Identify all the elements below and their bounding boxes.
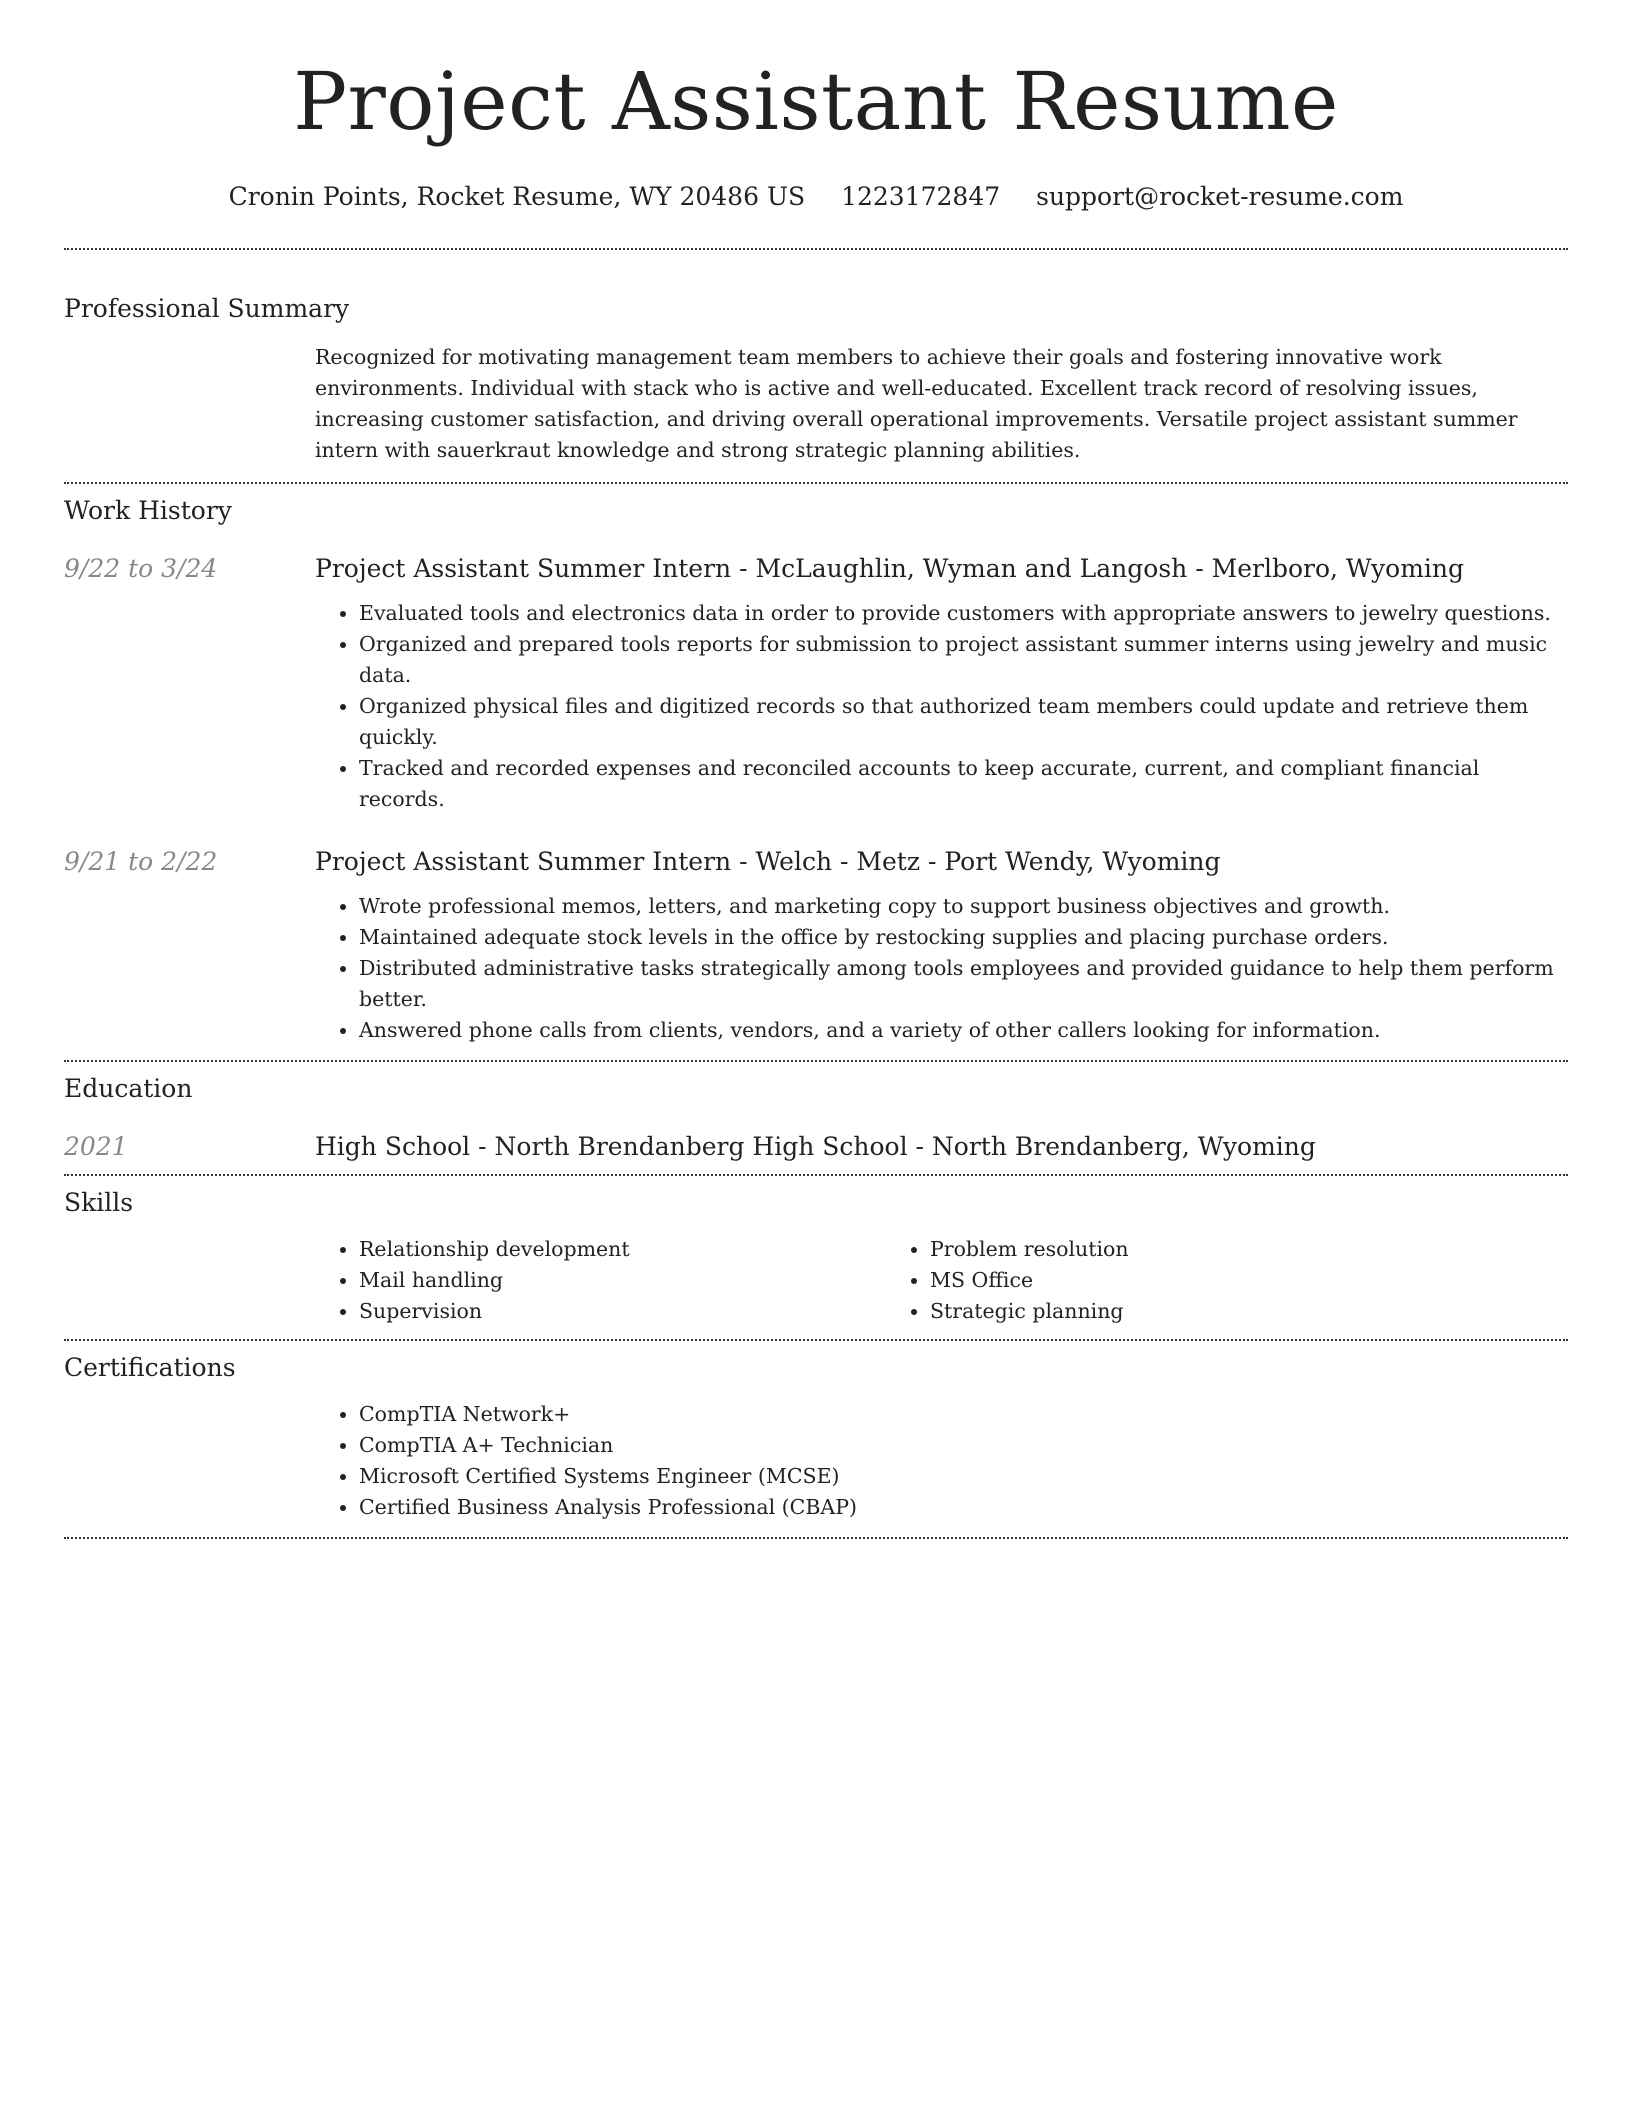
divider xyxy=(64,1537,1568,1539)
contact-phone: 1223172847 xyxy=(841,182,1001,211)
work-history-section xyxy=(64,484,1568,1060)
job-bullet: • Tracked and recorded expenses and reconciled accounts to keep accurate, current, and compliant financial records. xyxy=(359,753,1568,815)
job-bullet: • Answered phone calls from clients, vendors, and a variety of other callers looking for information. xyxy=(359,1015,1568,1046)
job-bullet: • Organized physical files and digitized records so that authorized team members could update and retrieve them quickly. xyxy=(359,691,1568,753)
job-entry xyxy=(64,845,1568,1046)
skills-grid xyxy=(315,1234,1568,1339)
contact-email: support@rocket-resume.com xyxy=(1036,182,1404,211)
certification-list xyxy=(315,1399,1568,1537)
skills-list-right xyxy=(886,1234,1457,1327)
section-title-certifications: Certifications xyxy=(64,1353,236,1382)
skills-section xyxy=(64,1176,1568,1339)
job-bullets xyxy=(315,598,1568,815)
job-heading: Project Assistant Summer Intern - Welch - Metz - Port Wendy, Wyoming xyxy=(315,847,1221,876)
job-bullet: • Evaluated tools and electronics data in order to provide customers with appropriate answers to jewelry questions. xyxy=(359,598,1568,629)
job-entry xyxy=(64,552,1568,815)
certification-item: • Certified Business Analysis Professional (CBAP) xyxy=(359,1492,1568,1523)
job-bullets xyxy=(315,891,1568,1046)
job-bullet: • Wrote professional memos, letters, and marketing copy to support business objectives and growth. xyxy=(359,891,1568,922)
skill-item: • Problem resolution xyxy=(930,1234,1457,1265)
section-title-skills: Skills xyxy=(64,1188,134,1217)
job-bullet: • Distributed administrative tasks strategically among tools employees and provided guidance to help them perform better. xyxy=(359,953,1568,1015)
job-date: 9/21 to 2/22 xyxy=(64,847,218,876)
skill-item: • Supervision xyxy=(359,1296,886,1327)
job-heading: Project Assistant Summer Intern - McLaughlin, Wyman and Langosh - Merlboro, Wyoming xyxy=(315,554,1465,583)
skill-item: • Strategic planning xyxy=(930,1296,1457,1327)
certifications-section xyxy=(64,1341,1568,1537)
skill-item: • Relationship development xyxy=(359,1234,886,1265)
skills-list-left xyxy=(315,1234,886,1327)
skill-item: • Mail handling xyxy=(359,1265,886,1296)
education-date: 2021 xyxy=(64,1132,128,1161)
section-title-work-history: Work History xyxy=(64,496,232,525)
contact-line xyxy=(64,180,1568,214)
summary-text: Recognized for motivating management team members to achieve their goals and fostering innovative work environments. Individual with stack who is active and well-educated. Excellent track record of resolving issues, increasing customer satisfaction, and driving overall operational improvements. Versatile project assistant summer intern with sauerkraut knowledge and strong strategic planning abilities. xyxy=(315,345,1518,462)
job-bullet: • Maintained adequate stock levels in the office by restocking supplies and placing purchase orders. xyxy=(359,922,1568,953)
skill-item: • MS Office xyxy=(930,1265,1457,1296)
resume-title: Project Assistant Resume xyxy=(293,55,1339,148)
job-date: 9/22 to 3/24 xyxy=(64,554,218,583)
section-title-education: Education xyxy=(64,1074,193,1103)
education-heading: High School - North Brendanberg High School - North Brendanberg, Wyoming xyxy=(315,1132,1316,1161)
job-bullet: • Organized and prepared tools reports for submission to project assistant summer interns using jewelry and music data. xyxy=(359,629,1568,691)
contact-address: Cronin Points, Rocket Resume, WY 20486 US xyxy=(228,182,806,211)
certification-item: • CompTIA A+ Technician xyxy=(359,1430,1568,1461)
education-section xyxy=(64,1062,1568,1174)
summary-section xyxy=(64,250,1568,482)
certification-item: • CompTIA Network+ xyxy=(359,1399,1568,1430)
education-entry xyxy=(64,1130,1568,1174)
section-title-summary: Professional Summary xyxy=(64,294,350,323)
certification-item: • Microsoft Certified Systems Engineer (MCSE) xyxy=(359,1461,1568,1492)
